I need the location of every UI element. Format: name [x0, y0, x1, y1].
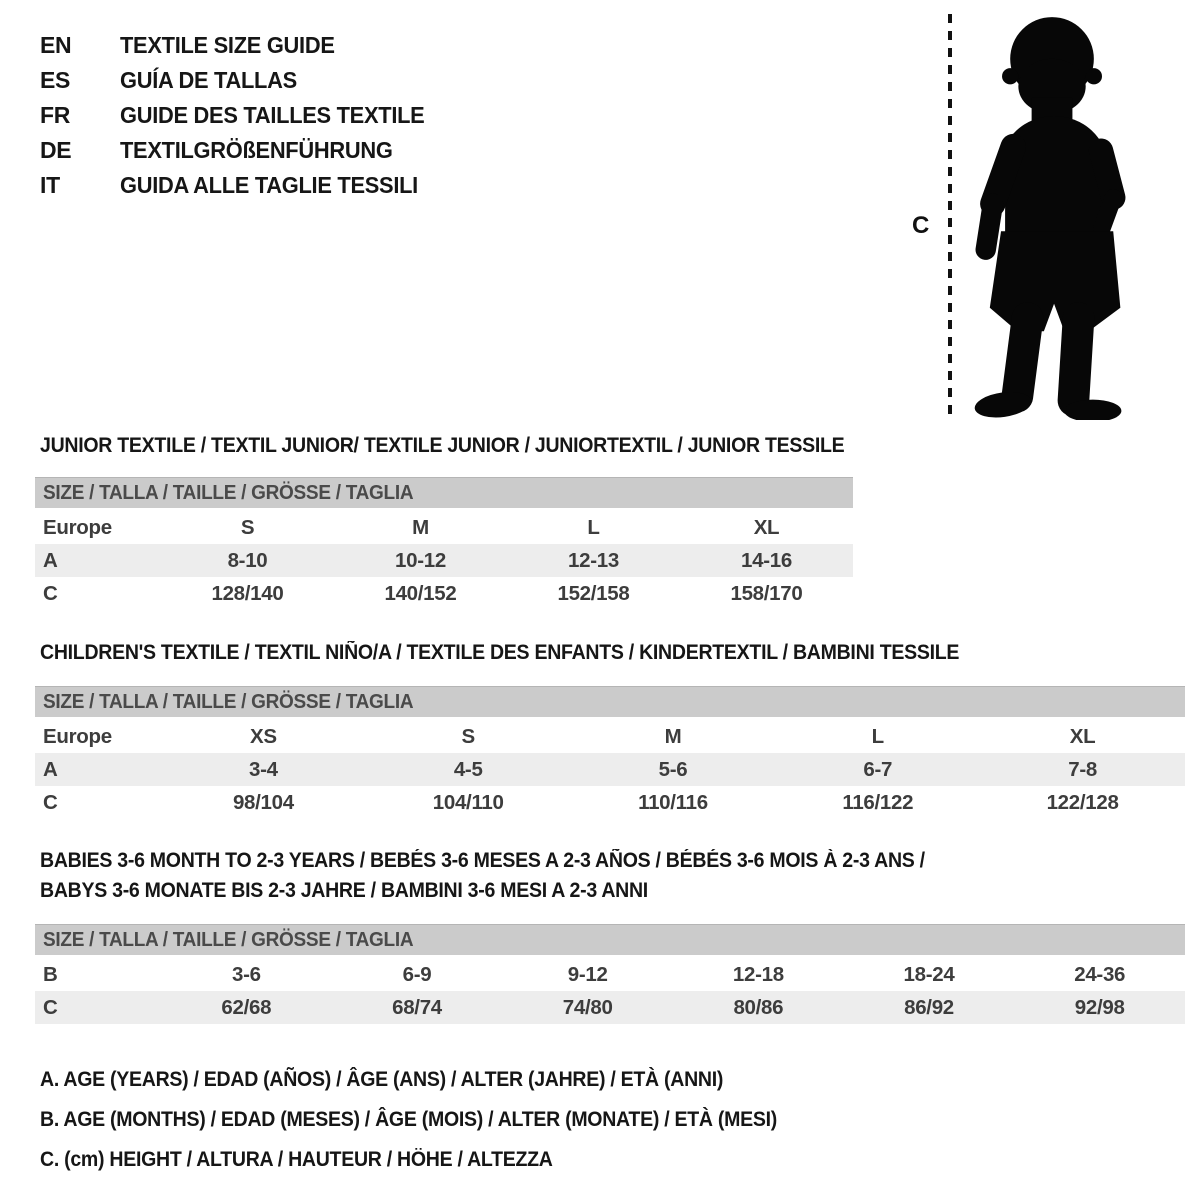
row-label: A: [43, 757, 58, 781]
babies-size-table: [35, 924, 1185, 1024]
table-rows: [35, 511, 853, 610]
table-cell: 128/140: [211, 581, 284, 605]
table-header-label: SIZE / TALLA / TAILLE / GRÖSSE / TAGLIA: [43, 481, 414, 504]
table-cell: 24-36: [1074, 962, 1126, 986]
legend-row-b: [40, 1100, 832, 1140]
table-cell: 10-12: [395, 548, 446, 572]
row-label: A: [43, 548, 58, 572]
table-cell: 80/86: [733, 995, 784, 1019]
legend: [40, 1060, 832, 1180]
table-cell: 18-24: [903, 962, 955, 986]
table-cell: 9-12: [567, 962, 608, 986]
table-cell: 116/122: [842, 790, 914, 814]
row-label: B: [43, 962, 58, 986]
language-title: GUIDE DES TAILLES TEXTILE: [120, 102, 425, 128]
legend-text: A. AGE (YEARS) / EDAD (AÑOS) / ÂGE (ANS) / ALTER (JAHRE) / ETÀ (ANNI): [40, 1068, 724, 1091]
table-rows: [35, 958, 1185, 1024]
table-row: [35, 991, 1185, 1024]
children-size-table: [35, 686, 1185, 819]
language-row-fr: [40, 98, 441, 133]
table-cell: 158/170: [730, 581, 803, 605]
section-title-babies-line2: BABYS 3-6 MONATE BIS 2-3 JAHRE / BAMBINI 3-6 MESI A 2-3 ANNI: [40, 879, 648, 902]
legend-row-a: [40, 1060, 832, 1100]
language-code: DE: [40, 137, 72, 163]
table-row: [35, 786, 1185, 819]
language-row-de: [40, 133, 441, 168]
section-title-children: CHILDREN'S TEXTILE / TEXTIL NIÑO/A / TEXTILE DES ENFANTS / KINDERTEXTIL / BAMBINI TESSILE: [40, 641, 960, 664]
table-cell: 86/92: [904, 995, 954, 1019]
language-title: GUIDA ALLE TAGLIE TESSILI: [120, 172, 418, 198]
table-cell: 140/152: [384, 581, 457, 605]
legend-row-c: [40, 1140, 832, 1180]
language-title: TEXTILE SIZE GUIDE: [120, 32, 335, 58]
table-cell: 122/128: [1046, 790, 1119, 814]
table-cell: M: [664, 724, 682, 748]
table-cell: 4-5: [453, 757, 483, 781]
table-row: [35, 577, 853, 610]
table-cell: 104/110: [432, 790, 504, 814]
table-cell: L: [871, 724, 884, 748]
toddler-silhouette-icon: [960, 12, 1142, 420]
table-cell: S: [461, 724, 475, 748]
language-code: FR: [40, 102, 71, 128]
language-code: ES: [40, 67, 71, 93]
table-row: [35, 544, 853, 577]
table-header: [35, 686, 1185, 717]
table-header: [35, 924, 1185, 955]
row-label: C: [43, 581, 58, 605]
table-cell: 6-7: [863, 757, 893, 781]
table-cell: 110/116: [638, 790, 708, 814]
table-header: [35, 477, 853, 508]
legend-text: B. AGE (MONTHS) / EDAD (MESES) / ÂGE (MOIS) / ALTER (MONATE) / ETÀ (MESI): [40, 1108, 777, 1131]
language-list: [40, 28, 441, 203]
table-row: [35, 958, 1185, 991]
table-row: [35, 720, 1185, 753]
junior-size-table: [35, 477, 853, 610]
table-row: [35, 753, 1185, 786]
row-label: C: [43, 995, 58, 1019]
table-cell: L: [587, 515, 600, 539]
language-code: IT: [40, 172, 60, 198]
row-label: Europe: [43, 724, 112, 748]
table-cell: 7-8: [1068, 757, 1097, 781]
table-cell: 74/80: [562, 995, 613, 1019]
legend-text: C. (cm) HEIGHT / ALTURA / HAUTEUR / HÖHE / ALTEZZA: [40, 1148, 553, 1171]
section-title-junior: JUNIOR TEXTILE / TEXTIL JUNIOR/ TEXTILE JUNIOR / JUNIORTEXTIL / JUNIOR TESSILE: [40, 434, 845, 457]
table-cell: M: [412, 515, 429, 539]
height-measure-line: [946, 14, 954, 418]
height-measure-label: C: [912, 212, 930, 239]
table-header-label: SIZE / TALLA / TAILLE / GRÖSSE / TAGLIA: [43, 690, 414, 713]
table-cell: 92/98: [1074, 995, 1125, 1019]
language-title: GUÍA DE TALLAS: [120, 67, 297, 93]
table-cell: 14-16: [741, 548, 792, 572]
language-title: TEXTILGRÖßENFÜHRUNG: [120, 137, 393, 163]
table-cell: XL: [1069, 724, 1096, 748]
language-code: EN: [40, 32, 72, 58]
section-title-babies-line1: BABIES 3-6 MONTH TO 2-3 YEARS / BEBÉS 3-6 MESES A 2-3 AÑOS / BÉBÉS 3-6 MOIS À 2-3 ANS /: [40, 849, 925, 872]
language-row-en: [40, 28, 441, 63]
table-rows: [35, 720, 1185, 819]
language-row-es: [40, 63, 441, 98]
table-cell: 12-18: [732, 962, 784, 986]
table-cell: 6-9: [402, 962, 432, 986]
table-cell: XS: [250, 724, 277, 748]
table-cell: 5-6: [658, 757, 688, 781]
table-cell: 3-4: [249, 757, 278, 781]
row-label: C: [43, 790, 58, 814]
table-row: [35, 511, 853, 544]
table-cell: 3-6: [231, 962, 261, 986]
language-row-it: [40, 168, 441, 203]
table-cell: 62/68: [221, 995, 272, 1019]
table-cell: S: [240, 515, 255, 539]
table-cell: 12-13: [568, 548, 619, 572]
row-label: Europe: [43, 515, 112, 539]
table-cell: XL: [753, 515, 780, 539]
table-cell: 8-10: [227, 548, 268, 572]
table-header-label: SIZE / TALLA / TAILLE / GRÖSSE / TAGLIA: [43, 928, 414, 951]
table-cell: 98/104: [232, 790, 294, 814]
table-cell: 152/158: [557, 581, 630, 605]
table-cell: 68/74: [392, 995, 442, 1019]
